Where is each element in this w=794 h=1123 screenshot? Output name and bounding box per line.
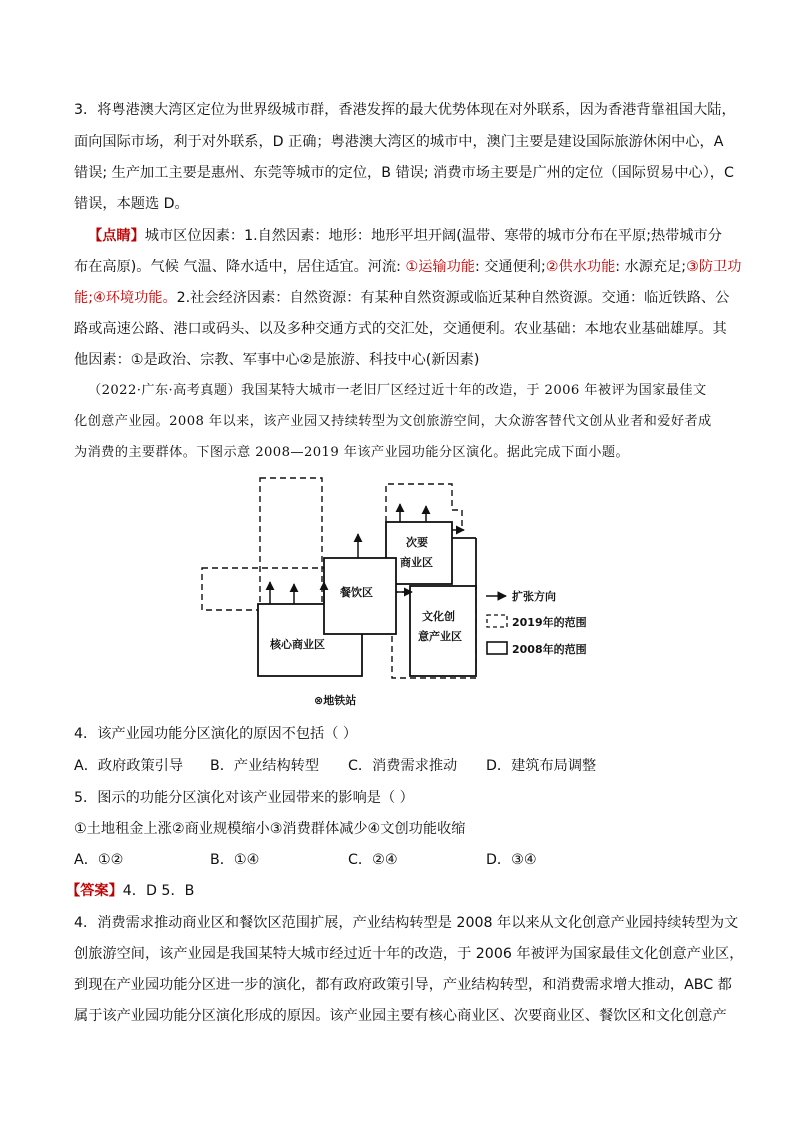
q3-explanation-line: 错误; 生产加工主要是惠州、东莞等城市的定位，B 错误; 消费市场主要是广州的定位（国际贸易中心），C <box>74 165 734 181</box>
tip-text: 布在高原)。气候 气温、降水适中，居住适宜。河流: <box>74 259 406 275</box>
q4-explanation-line: 属于该产业园功能分区演化形成的原因。该产业园主要有核心商业区、次要商业区、餐饮区和文化创意产 <box>74 1008 727 1024</box>
metro-station-label: ⊗地铁站 <box>314 694 357 707</box>
core-zone-label: 核心商业区 <box>270 638 325 651</box>
passage-line: 为消费的主要群体。下图示意 2008—2019 年该产业园功能分区演化。据此完成下面小题。 <box>74 445 630 460</box>
q5-option-c: C．②④ <box>348 852 398 868</box>
answer-line <box>66 881 194 901</box>
q4-explanation-line: 4．消费需求推动商业区和餐饮区范围扩展，产业结构转型是 2008 年以来从文化创意产业园持续转型为文 <box>74 915 739 931</box>
passage-line: 化创意产业园。2008 年以来，该产业园又持续转型为文创旅游空间，大众游客替代文创从业者和爱好者成 <box>74 414 712 429</box>
q5-stem: 5．图示的功能分区演化对该产业园带来的影响是（ ） <box>74 790 414 806</box>
range-2008-outline <box>258 522 476 676</box>
tip-line-2 <box>74 257 741 277</box>
secondary-zone-label: 次要 <box>406 536 428 549</box>
answer-text: 4．D 5．B <box>122 883 195 899</box>
creative-zone-label: 意产业区 <box>418 630 462 643</box>
tip-highlight: ②供水功能 <box>545 259 616 275</box>
dining-zone-label: 餐饮区 <box>340 586 373 599</box>
legend-2008-label: 2008年的范围 <box>512 643 587 656</box>
legend-solid-icon <box>487 642 507 654</box>
tip-highlight: 能; <box>74 290 93 306</box>
zoning-diagram <box>200 470 610 710</box>
q4-explanation-line: 创旅游空间，该产业园是我国某特大城市经过近十年的改造，于 2006 年被评为国家最佳文化创意产业区， <box>74 946 744 962</box>
q4-explanation-line: 到现在产业园功能分区进一步的演化，都有政府政策引导，产业结构转型，和消费需求增大推动，ABC 都 <box>74 977 732 993</box>
tip-text: 2.社会经济因素：自然资源：有某种自然资源或临近某种自然资源。交通：临近铁路、公 <box>176 290 730 306</box>
q3-explanation-line: 面向国际市场，利于对外联系，D 正确；粤港澳大湾区的城市中，澳门主要是建设国际旅游休闲中心，A <box>74 134 724 150</box>
tip-line-4: 路或高速公路、港口或码头、以及多种交通方式的交汇处，交通便利。农业基础：本地农业基础雄厚。其 <box>74 321 727 337</box>
tip-highlight: ①运输功能 <box>405 259 475 275</box>
q5-items: ①土地租金上涨②商业规模缩小③消费群体减少④文创功能收缩 <box>74 821 466 837</box>
legend-2019-label: 2019年的范围 <box>512 616 587 629</box>
answer-tag: 【答案】 <box>66 883 123 899</box>
tip-line-3 <box>74 288 729 308</box>
tip-highlight: ④环境功能。 <box>92 290 177 306</box>
legend-expand-label: 扩张方向 <box>512 590 556 603</box>
q4-stem: 4．该产业园功能分区演化的原因不包括（ ） <box>74 726 358 742</box>
q3-explanation-line: 3．将粤港澳大湾区定位为世界级城市群，香港发挥的最大优势体现在对外联系，因为香港背靠祖国大陆， <box>74 102 736 118</box>
tip-line-5: 他因素：①是政治、宗教、军事中心②是旅游、科技中心(新因素) <box>74 352 480 368</box>
secondary-zone-label: 商业区 <box>400 556 433 569</box>
creative-zone-label: 文化创 <box>422 610 455 623</box>
tip-line-1 <box>88 226 722 246</box>
passage-line: （2022·广东·高考真题）我国某特大城市一老旧厂区经过近十年的改造，于 2006 年被评为国家最佳文 <box>88 383 707 398</box>
q4-option-b: B．产业结构转型 <box>210 758 320 774</box>
q4-option-d: D．建筑布局调整 <box>486 758 597 774</box>
tip-highlight: ③防卫功 <box>686 259 742 275</box>
q4-option-c: C．消费需求推动 <box>348 758 458 774</box>
q5-option-d: D．③④ <box>486 852 537 868</box>
q4-option-a: A．政府政策引导 <box>74 758 184 774</box>
q5-option-a: A．①② <box>74 852 124 868</box>
legend-dashed-icon <box>487 615 507 627</box>
tip-text: : 水源充足; <box>615 259 687 275</box>
dashed-range-top-right <box>386 484 462 526</box>
tip-text: 城市区位因素：1.自然因素：地形：地形平坦开阔(温带、寒带的城市分布在平原;热带城市分 <box>144 228 722 244</box>
q3-explanation-line: 错误，本题选 D。 <box>74 196 189 212</box>
q5-option-b: B．①④ <box>210 852 260 868</box>
tip-tag: 【点睛】 <box>88 228 145 244</box>
tip-text: : 交通便利; <box>474 259 546 275</box>
